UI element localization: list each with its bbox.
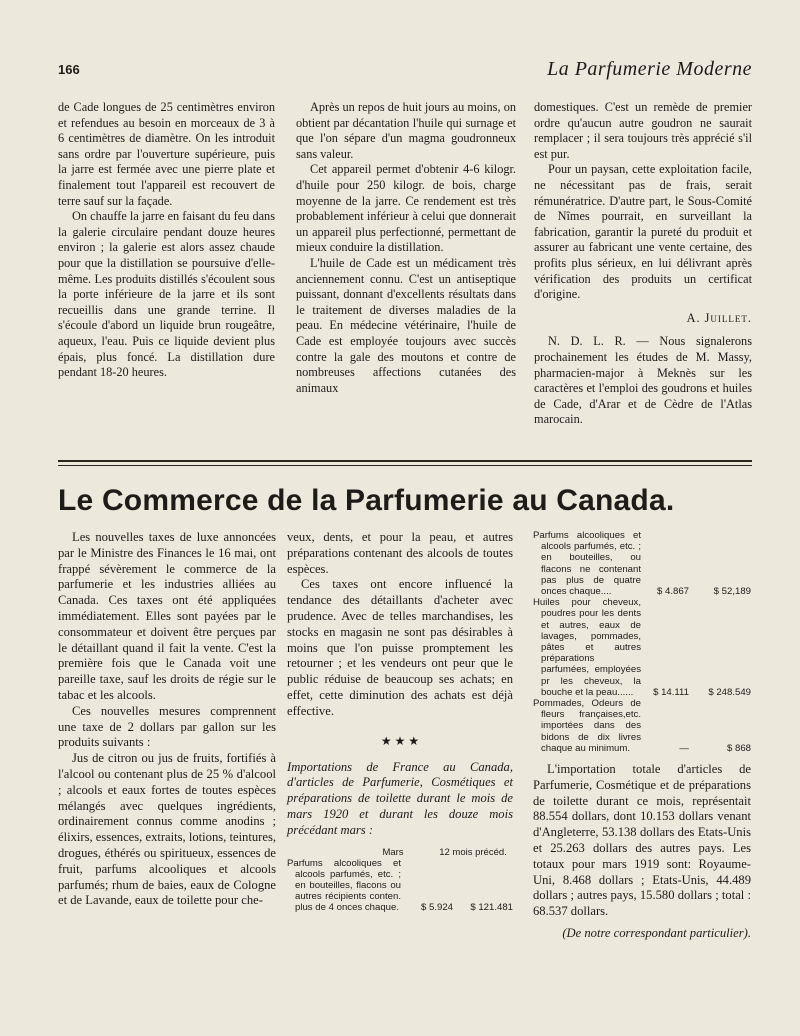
paragraph: de Cade longues de 25 centimètres environ et refendues au besoin en morceaux de 3 à 6 centimètres de diamètre. On les introduit sans ordre par l'ouverture supérieure, puis la jarre est fermée avec une pierre plate et finalement tout l'appareil est recouvert de terre sauf sur la façade. [58, 100, 275, 208]
table-row [533, 530, 751, 597]
row-value-mars: — [679, 742, 689, 754]
table-caption: Importations de France au Canada, d'articles de Parfumerie, Cosmétiques et préparations de toilette durant le mois de mars 1920 et durant les douze mois précédant mars : [287, 759, 513, 837]
paragraph: Pour un paysan, cette exploitation facile, ne nécessitant pas de frais, serait rémunératrice. D'autre part, le Sous-Comité de Nîmes pourrait, en surveillant la fabrication, garantir la pureté du produit et assurer au fabricant une vente certaine, des profits plus sérieux, en lui délivrant après vérification des produits un certificat d'origine. [534, 162, 752, 302]
top-article-column-1 [58, 100, 275, 381]
paragraph: domestiques. C'est un remède de premier ordre qu'aucun autre goudron ne saurait remplacer ; il sera toujours très apprécié s'il est pur. [534, 100, 752, 161]
paragraph: veux, dents, et pour la peau, et autres préparations contenant des alcools de toutes espèces. [287, 530, 513, 576]
page-header [58, 58, 752, 88]
top-article-column-2 [296, 100, 516, 396]
paragraph: L'huile de Cade est un médicament très anciennement connu. C'est un antiseptique puissant, donnant d'excellents résultats dans le traitement de diverses maladies de la peau. En médecine vétérinaire, l'huile de Cade est employée toujours avec succès contre la gale des moutons et contre de nombreuses affections cutanées des animaux [296, 255, 516, 395]
top-article-column-3 [534, 100, 752, 428]
row-description: Parfums alcooliques et alcools parfumés, etc. ; en bouteilles, flacons ou autres récipients conten. plus de 4 onces chaque. [287, 857, 401, 914]
page-number: 166 [58, 62, 80, 77]
paragraph: Cet appareil permet d'obtenir 4-6 kilogr. d'huile pour 250 kilogr. de bois, charge moyenne de la jarre. Ce rendement est très probablement inférieur à celui que donnerait un appareil plus perfectionné, permettant de mieux conduire la distillation. [296, 162, 516, 255]
table-row [533, 698, 751, 754]
section-divider [58, 460, 752, 466]
paragraph: Ces nouvelles mesures comprennent une taxe de 2 dollars par gallon sur les produits suivants : [58, 703, 276, 750]
row-value-12-mois: $ 121.481 [470, 902, 513, 914]
column-header-12-mois: 12 mois précéd. [439, 846, 507, 858]
paragraph: L'importation totale d'articles de Parfumerie, Cosmétique et de préparations de toilette durant ce mois, représentait 88.554 dollars, dont 10.153 dollars venant d'Angleterre, 53.138 dollars des Etats-Unis et 25.263 dollars des autres pays. Les totaux pour mars 1919 sont: Royaume-Uni, 8.468 dollars ; Etats-Unis, 44.489 dollars ; autres pays, 15.580 dollars ; total : 68.537 dollars. [533, 762, 751, 919]
article-title: Le Commerce de la Parfumerie au Canada. [58, 484, 675, 517]
article-column-2 [287, 530, 513, 914]
asterism-separator: ★ ★ ★ [380, 733, 420, 748]
row-value-mars: $ 4.867 [656, 586, 689, 598]
paragraph: On chauffe la jarre en faisant du feu dans la galerie circulaire pendant douze heures environ ; la galerie est alors assez chaude pour que la distillation se poursuive d'elle-même. Les produits distillés s'écoulent sous la porte inférieure de la jarre et ils sont recueillis dans une grande terrine. Il s'écoule d'abord un liquide brun rougeâtre, aqueux, l'eau. Puis ce liquide devient plus épais, plus foncé. La distillation dure pendant 18-20 heures. [58, 209, 275, 380]
table-header [287, 847, 513, 858]
row-value-mars: $ 5.924 [420, 902, 453, 914]
row-value-12-mois: $ 248.549 [708, 686, 751, 698]
row-description: Parfums alcooliques et alcools parfumés, etc. ; en bouteilles, ou flacons ne contenant pas plus de quatre onces chaque.... [533, 530, 641, 598]
editor-note: N. D. L. R. — Nous signalerons prochainement les études de M. Massy, pharmacien-major à Meknès sur les caractères et l'emploi des goudrons et huiles de Cade, d'Arar et de Cèdre de l'Atlas marocain. [534, 334, 752, 427]
paragraph: Ces taxes ont encore influencé la tendance des détaillants d'acheter avec prudence. Avec de telles marchandises, les stocks en magasin ne sont pas désirables à moins que l'on puisse promptement les retourner ; et les vendeurs ont peur que le public réduise de beaucoup ses achats; en effet, cette diminution des achats est déjà effective. [287, 577, 513, 718]
row-value-mars: $ 14.111 [653, 686, 689, 698]
paragraph: Après un repos de huit jours au moins, on obtient par décantation l'huile qui surnage et que l'on sépare d'un magma goudronneux sans valeur. [296, 100, 516, 161]
table-row [287, 858, 513, 914]
row-value-12-mois: $ 868 [726, 742, 751, 754]
column-header-mars: Mars [382, 846, 404, 858]
article-column-3 [533, 530, 751, 942]
running-title: La Parfumerie Moderne [547, 58, 752, 80]
article-column-1 [58, 530, 276, 909]
paragraph: Les nouvelles taxes de luxe annoncées par le Ministre des Finances le 16 mai, ont frappé sévèrement le commerce de la parfumerie et les industries alliées au Canada. Ces taxes ont été appliquées immédiatement. Elles sont payées par le consommateur et doivent être perçues par le détaillant quand il fait la vente. C'est la première fois que le Canada voit une pareille taxe, sauf les droits de régie sur le tabac et les alcools. [58, 530, 276, 702]
row-description: Pommades, Odeurs de fleurs françaises,etc. importées dans des bidons de dix livres chaque au minimum. [533, 698, 641, 754]
correspondent-credit: (De notre correspondant particulier). [562, 926, 751, 941]
author-signature: A. Juillet. [686, 310, 752, 325]
row-description: Huiles pour cheveux, poudres pour les dents et autres, eaux de lavages, pommades, pâtes et autres préparations parfumées, employées pr les cheveux, la bouche et la peau...... [533, 597, 641, 698]
paragraph: Jus de citron ou jus de fruits, fortifiés à l'alcool ou contenant plus de 25 % d'alcool ; alcools et eaux fortes de toutes espèces mélangés avec quelques ingrédients, ordinairement connus comme anodins ; élixirs, essences, extraits, lotions, teintures, drogues, éthérés ou spiritueux, essences de fruit, parfums alcooliques et alcools parfumés; rhum de baies, eaux de Cologne et de Lavande, eaux de toilette pour che- [58, 751, 276, 908]
table-row [533, 597, 751, 698]
row-value-12-mois: $ 52,189 [713, 586, 751, 598]
